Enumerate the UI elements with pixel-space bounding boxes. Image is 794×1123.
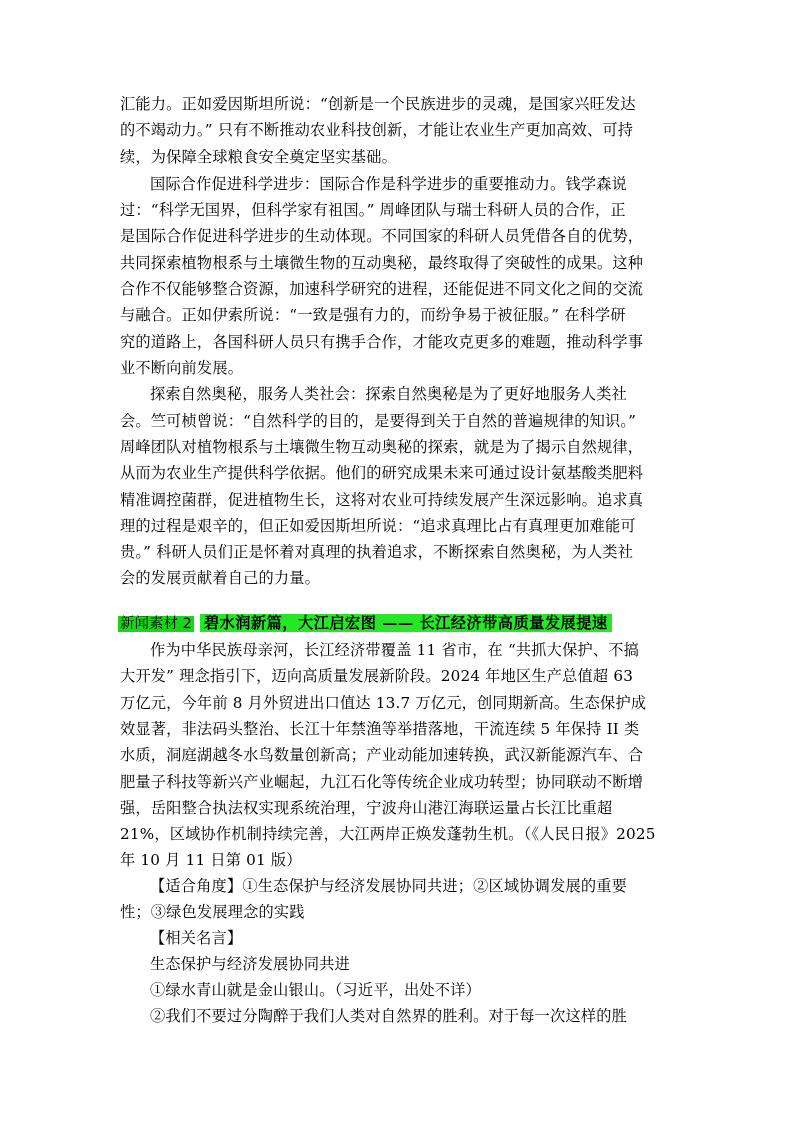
news-title: 碧水润新篇，大江启宏图 —— 长江经济带高质量发展提速 [200, 614, 612, 632]
quote-item: ①绿水青山就是金山银山。（习近平，出处不详） [150, 981, 481, 999]
text-line: 业不断向前发展。 [120, 359, 244, 377]
text-line: 续，为保障全球粮食安全奠定坚实基础。 [120, 148, 397, 166]
text-line: 强，岳阳整合执法权实现系统治理，宁波舟山港江海联运量占长江比重超 [120, 799, 613, 817]
paragraph-first-line: 探索自然奥秘，服务人类社会：探索自然奥秘是为了更好地服务人类社 [150, 385, 628, 403]
paragraph-first-line: 国际合作促进科学进步：国际合作是科学进步的重要推动力。钱学森说 [150, 175, 628, 193]
text-line: 水质，洞庭湖越冬水鸟数量创新高；产业动能加速转换，武汉新能源汽车、合 [120, 746, 644, 764]
text-line: 性；③绿色发展理念的实践 [120, 903, 305, 921]
paragraph-first-line: 作为中华民族母亲河，长江经济带覆盖 11 省市，在 “共抓大保护、不搞 [150, 641, 640, 659]
text-line: 万亿元，今年前 8 月外贸进出口值达 13.7 万亿元，创同期新高。生态保护成 [120, 694, 647, 712]
quote-item: ②我们不要过分陶醉于我们人类对自然界的胜利。对于每一次这样的胜 [150, 1007, 628, 1025]
text-line: 究的道路上，各国科研人员只有携手合作，才能攻克更多的难题，推动科学事 [120, 333, 644, 351]
text-line: 是国际合作促进科学进步的生动体现。不同国家的科研人员凭借各自的优势， [120, 227, 644, 245]
applicable-angles: 【适合角度】①生态保护与经济发展协同共进；②区域协调发展的重要 [150, 877, 628, 895]
text-line: 汇能力。正如爱因斯坦所说：“创新是一个民族进步的灵魂，是国家兴旺发达 [120, 95, 636, 113]
text-line: 共同探索植物根系与土壤微生物的互动奥秘，最终取得了突破性的成果。这种 [120, 254, 644, 272]
text-line: 精准调控菌群，促进植物生长，这将对农业可持续发展产生深远影响。追求真 [120, 491, 644, 509]
text-line: 21%，区域协作机制持续完善，大江两岸正焕发蓬勃生机。（《人民日报》2025 [120, 825, 656, 843]
text-line: 会。竺可桢曾说：“自然科学的目的，是要得到关于自然的普遍规律的知识。” [120, 412, 637, 430]
quotes-heading: 【相关名言】 [150, 929, 243, 947]
text-line: 合作不仅能够整合资源，加速科学研究的进程，还能促进不同文化之间的交流 [120, 280, 644, 298]
news-tag: 新闻素材 2 [120, 616, 192, 632]
news-heading [118, 610, 632, 636]
text-line: 从而为农业生产提供科学依据。他们的研究成果未来可通过设计氨基酸类肥料 [120, 464, 644, 482]
text-line: 周峰团队对植物根系与土壤微生物互动奥秘的探索，就是为了揭示自然规律， [120, 438, 644, 456]
text-line: 理的过程是艰辛的，但正如爱因斯坦所说：“追求真理比占有真理更加难能可 [120, 517, 636, 535]
text-line: 年 10 月 11 日第 01 版） [120, 851, 302, 869]
text-line: 肥量子科技等新兴产业崛起，九江石化等传统企业成功转型；协同联动不断增 [120, 773, 644, 791]
text-line: 会的发展贡献着自己的力量。 [120, 569, 321, 587]
text-line: 大开发” 理念指引下，迈向高质量发展新阶段。2024 年地区生产总值超 63 [120, 667, 634, 685]
text-line: 效显著，非法码头整治、长江十年禁渔等举措落地，干流连续 5 年保持 II 类 [120, 720, 640, 738]
text-line: 与融合。正如伊索所说：“一致是强有力的，而纷争易于被征服。” 在科学研 [120, 306, 626, 324]
text-line: 贵。” 科研人员们正是怀着对真理的执着追求，不断探索自然奥秘，为人类社 [120, 543, 634, 561]
text-line: 的不竭动力。” 只有不断推动农业科技创新，才能让农业生产更加高效、可持 [120, 121, 634, 139]
quote-subheading: 生态保护与经济发展协同共进 [150, 955, 351, 973]
text-line: 过：“科学无国界，但科学家有祖国。” 周峰团队与瑞士科研人员的合作，正 [120, 201, 626, 219]
